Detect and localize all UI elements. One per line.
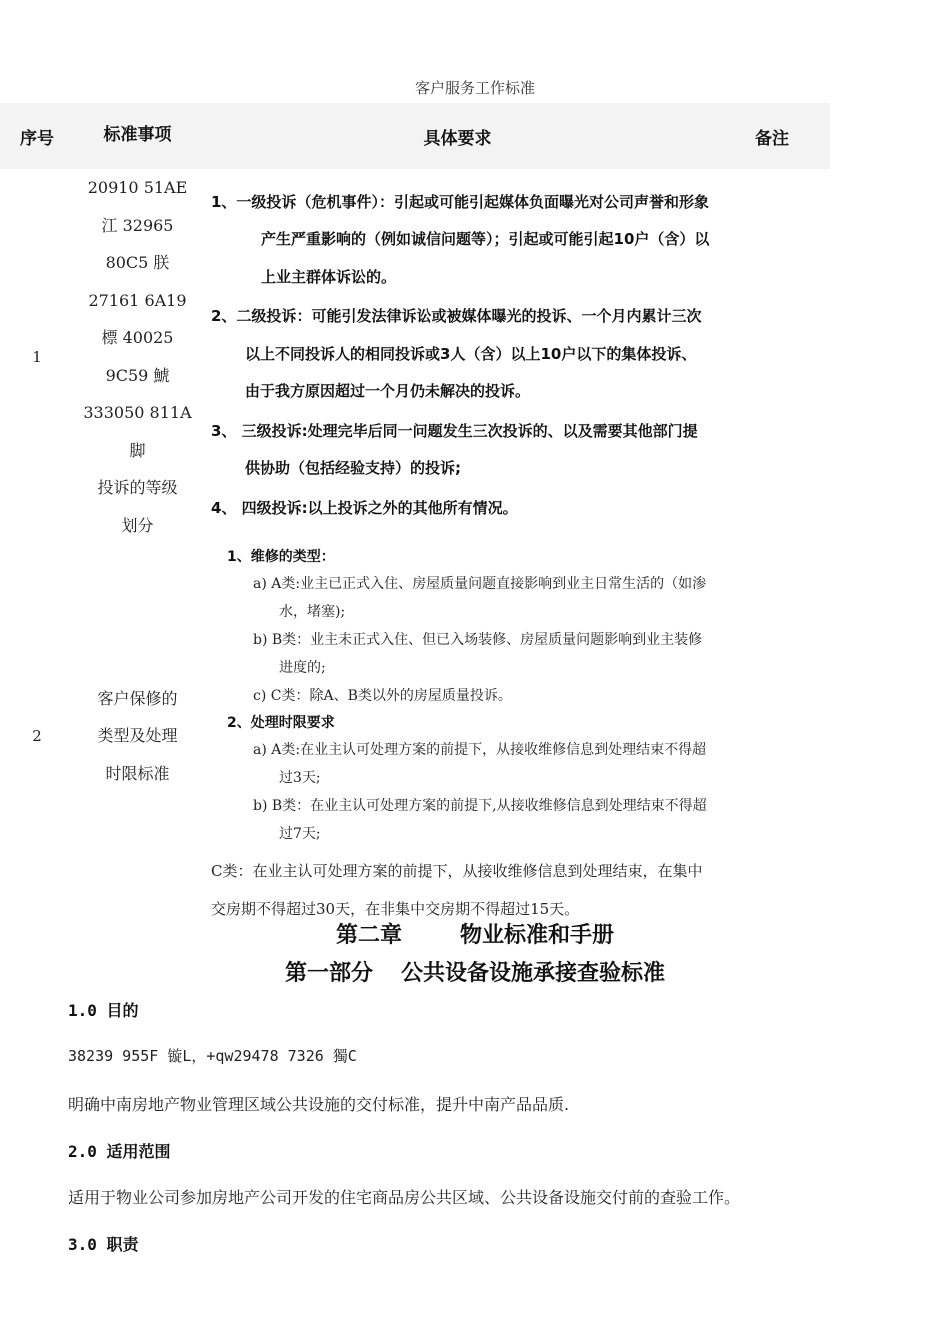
repair-type-c: c) C类：除A、B类以外的房屋质量投诉。	[253, 688, 512, 704]
remark-cell	[714, 169, 830, 544]
item-line: 標 40025	[101, 328, 174, 347]
time-limit-a: a) A类:在业主认可处理方案的前提下，从接收维修信息到处理结束不得超过3天;	[253, 742, 707, 786]
item-line: 80C5 朕	[105, 253, 170, 272]
item-line: 20910 51AE	[87, 178, 188, 197]
item-line: 投诉的等级	[97, 478, 178, 497]
scope-heading: 2.0 适用范围	[68, 1142, 171, 1161]
item-cell	[74, 544, 201, 928]
item-line: 时限标准	[105, 763, 170, 783]
header-no: 序号	[0, 103, 74, 169]
table-row	[0, 169, 830, 544]
repair-type-b: b) B类：业主未正式入住、但已入场装修、房屋质量问题影响到业主装修进度的;	[253, 632, 703, 676]
standards-table	[0, 103, 830, 928]
header-remark: 备注	[714, 103, 830, 169]
header-item: 标准事项	[74, 103, 201, 169]
table-header-row	[0, 103, 830, 169]
table-row	[0, 544, 830, 928]
scope-text: 适用于物业公司参加房地产公司开发的住宅商品房公共区域、公共设备设施交付前的查验工作。	[68, 1188, 741, 1207]
code-line: 38239 955F 镟L，+qw29478 7326 獨C	[68, 1047, 357, 1065]
duty-heading: 3.0 职责	[68, 1235, 139, 1254]
purpose-text: 明确中南房地产物业管理区域公共设施的交付标准，提升中南产品品质.	[68, 1095, 570, 1114]
item-line: 类型及处理	[97, 726, 178, 746]
chapter-heading	[0, 918, 950, 949]
remark-cell	[714, 544, 830, 928]
document-title: 客户服务工作标准	[414, 79, 535, 97]
part-heading	[0, 956, 950, 987]
item-line: 客户保修的	[97, 688, 178, 708]
chapter-title: 物业标准和手册	[460, 923, 615, 948]
time-limit-c: C类：在业主认可处理方案的前提下，从接收维修信息到处理结束，在集中交房期不得超过30天，在非集中交房期不得超过15天。	[211, 862, 703, 918]
requirement-cell	[201, 169, 714, 544]
item-line: 27161 6A19	[88, 290, 187, 310]
item-cell	[74, 169, 201, 544]
complaint-level-1: 1、一级投诉（危机事件）：引起或可能引起媒体负面曝光对公司声誉和形象产生严重影响的（例如诚信问题等）；引起或可能引起10户（含）以上业主群体诉讼的。	[211, 192, 710, 286]
repair-type-a: a) A类:业主已正式入住、房屋质量问题直接影响到业主日常生活的（如渗水，堵塞);	[253, 576, 707, 620]
complaint-level-4: 4、 四级投诉:以上投诉之外的其他所有情况。	[211, 498, 518, 517]
part-title: 公共设备设施承接查验标准	[401, 961, 666, 986]
row-number: 2	[32, 727, 42, 745]
time-limit-b: b) B类：在业主认可处理方案的前提下,从接收维修信息到处理结束不得超过7天;	[253, 798, 707, 842]
time-limits-heading: 2、处理时限要求	[227, 715, 335, 731]
complaint-level-2: 2、二级投诉：可能引发法律诉讼或被媒体曝光的投诉、一个月内累计三次以上不同投诉人的相同投诉或3人（含）以上10户以下的集体投诉、由于我方原因超过一个月仍未解决的投诉。	[211, 307, 702, 401]
chapter-number: 第二章	[335, 923, 402, 948]
item-line: 划分	[121, 515, 154, 535]
purpose-heading: 1.0 目的	[68, 1001, 139, 1020]
complaint-level-3: 3、 三级投诉:处理完毕后同一问题发生三次投诉的、以及需要其他部门提供协助（包括经验支持）的投诉;	[211, 421, 698, 478]
row-number: 1	[32, 347, 42, 366]
part-number: 第一部分	[284, 961, 373, 986]
requirement-cell	[201, 544, 714, 928]
repair-types-heading: 1、维修的类型：	[227, 549, 335, 565]
item-line: 脚	[129, 440, 146, 460]
item-line: 江 32965	[101, 215, 174, 235]
header-requirement: 具体要求	[201, 103, 714, 169]
item-line: 9C59 鯱	[105, 365, 170, 385]
item-line: 333050 811A	[83, 403, 192, 422]
